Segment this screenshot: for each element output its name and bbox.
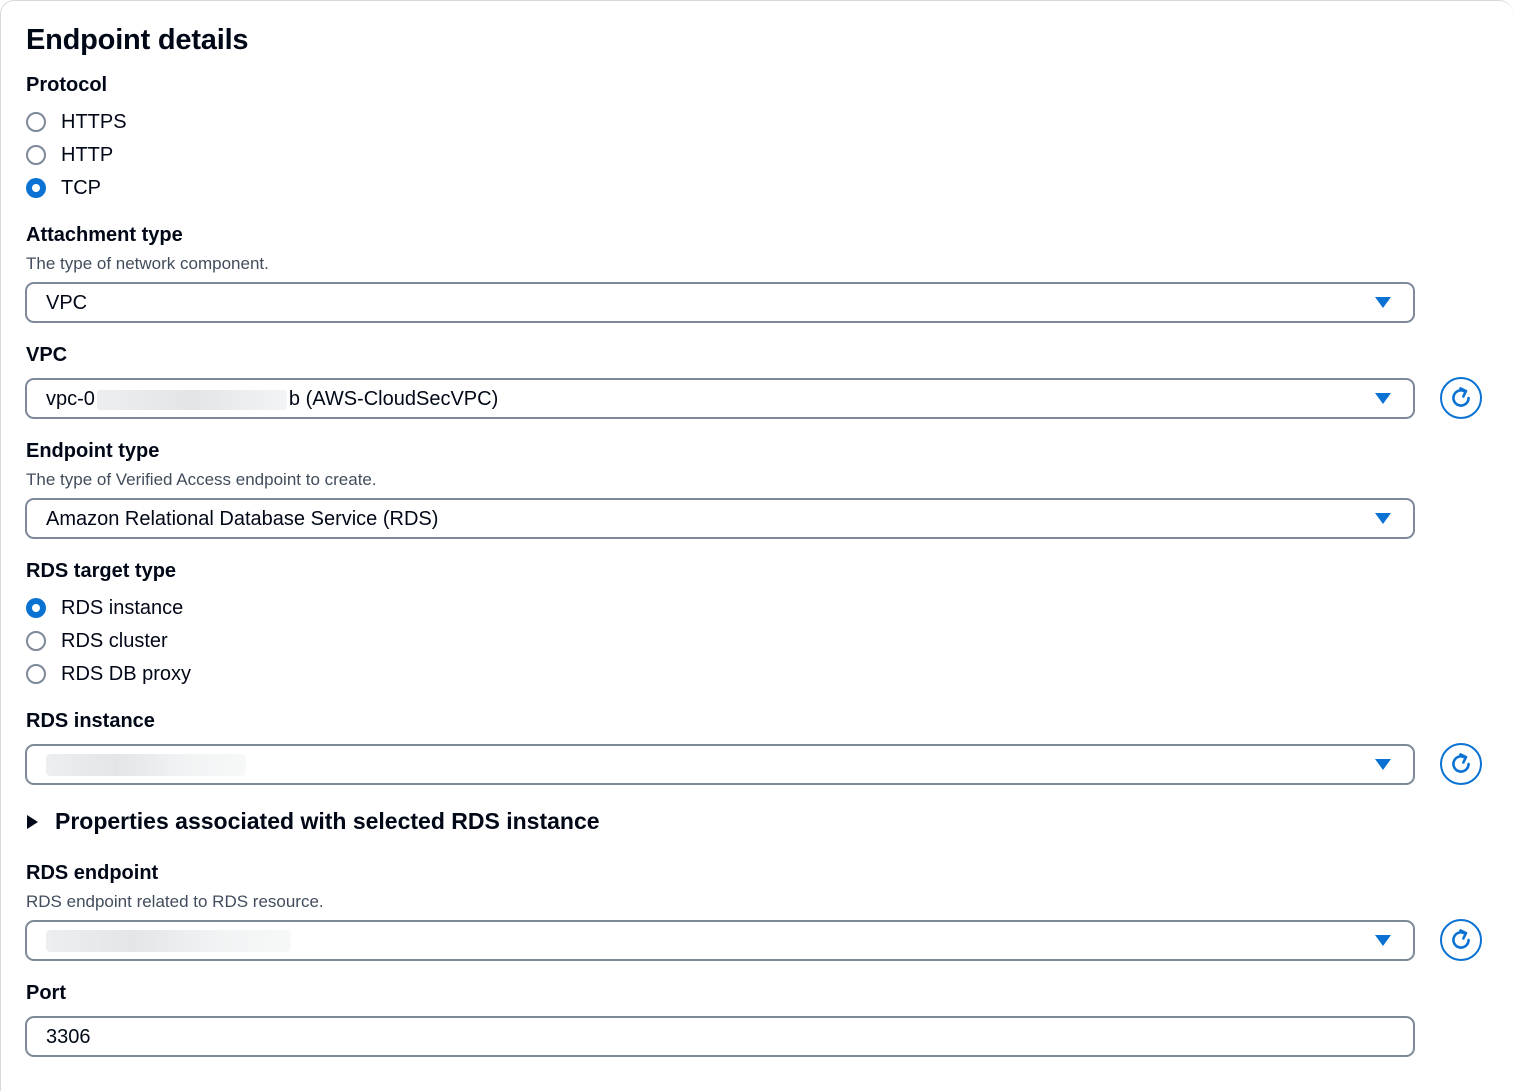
endpoint-type-select[interactable] [25, 498, 1415, 539]
radio-button-checked[interactable] [26, 178, 46, 198]
vpc-id-suffix: b (AWS-CloudSecVPC) [288, 388, 499, 410]
protocol-option-http[interactable] [26, 142, 113, 168]
rds-instance-value-redacted [46, 754, 246, 776]
properties-expander[interactable] [27, 808, 600, 835]
radio-button[interactable] [26, 145, 46, 165]
vpc-id-prefix: vpc-0 [46, 388, 95, 410]
vpc-id-redacted [97, 390, 287, 410]
refresh-icon [1448, 751, 1474, 777]
caret-down-icon [1375, 935, 1391, 946]
vpc-refresh-button[interactable] [1440, 377, 1482, 419]
rds-target-option-instance[interactable] [26, 595, 183, 621]
rds-endpoint-value-redacted [46, 930, 291, 952]
radio-button-checked[interactable] [26, 598, 46, 618]
caret-down-icon [1375, 513, 1391, 524]
radio-button[interactable] [26, 664, 46, 684]
attachment-type-label: Attachment type [26, 224, 183, 246]
port-input[interactable] [25, 1016, 1415, 1057]
port-value: 3306 [46, 1026, 91, 1048]
attachment-type-description: The type of network component. [26, 254, 269, 273]
rds-endpoint-refresh-button[interactable] [1440, 919, 1482, 961]
vpc-label: VPC [26, 344, 68, 366]
caret-right-icon [27, 815, 38, 829]
protocol-option-https[interactable] [26, 109, 127, 135]
vpc-select[interactable] [25, 378, 1415, 419]
refresh-icon [1448, 385, 1474, 411]
rds-target-type-label: RDS target type [26, 560, 177, 582]
properties-expander-label: Properties associated with selected RDS instance [55, 808, 600, 834]
rds-instance-label: RDS instance [26, 710, 155, 732]
radio-label: RDS instance [61, 596, 184, 619]
endpoint-type-description: The type of Verified Access endpoint to create. [26, 470, 377, 489]
rds-target-option-cluster[interactable] [26, 628, 168, 654]
endpoint-type-value: Amazon Relational Database Service (RDS) [46, 508, 439, 530]
rds-endpoint-select[interactable] [25, 920, 1415, 961]
caret-down-icon [1375, 393, 1391, 404]
vpc-value [46, 388, 498, 411]
rds-instance-refresh-button[interactable] [1440, 743, 1482, 785]
refresh-icon [1448, 927, 1474, 953]
endpoint-type-label: Endpoint type [26, 440, 160, 462]
rds-endpoint-label: RDS endpoint [26, 862, 159, 884]
protocol-option-tcp[interactable] [26, 175, 101, 201]
caret-down-icon [1375, 759, 1391, 770]
radio-label: HTTPS [61, 110, 127, 133]
port-label: Port [26, 982, 66, 1004]
radio-label: RDS DB proxy [61, 662, 192, 685]
protocol-label: Protocol [26, 74, 108, 96]
radio-label: RDS cluster [61, 629, 168, 652]
radio-label: HTTP [61, 143, 114, 166]
rds-instance-select[interactable] [25, 744, 1415, 785]
attachment-type-value: VPC [46, 292, 88, 314]
radio-button[interactable] [26, 112, 46, 132]
caret-down-icon [1375, 297, 1391, 308]
rds-endpoint-description: RDS endpoint related to RDS resource. [26, 892, 324, 911]
section-title: Endpoint details [26, 24, 249, 56]
rds-target-option-db-proxy[interactable] [26, 661, 191, 687]
radio-label: TCP [61, 176, 101, 199]
attachment-type-select[interactable] [25, 282, 1415, 323]
radio-button[interactable] [26, 631, 46, 651]
